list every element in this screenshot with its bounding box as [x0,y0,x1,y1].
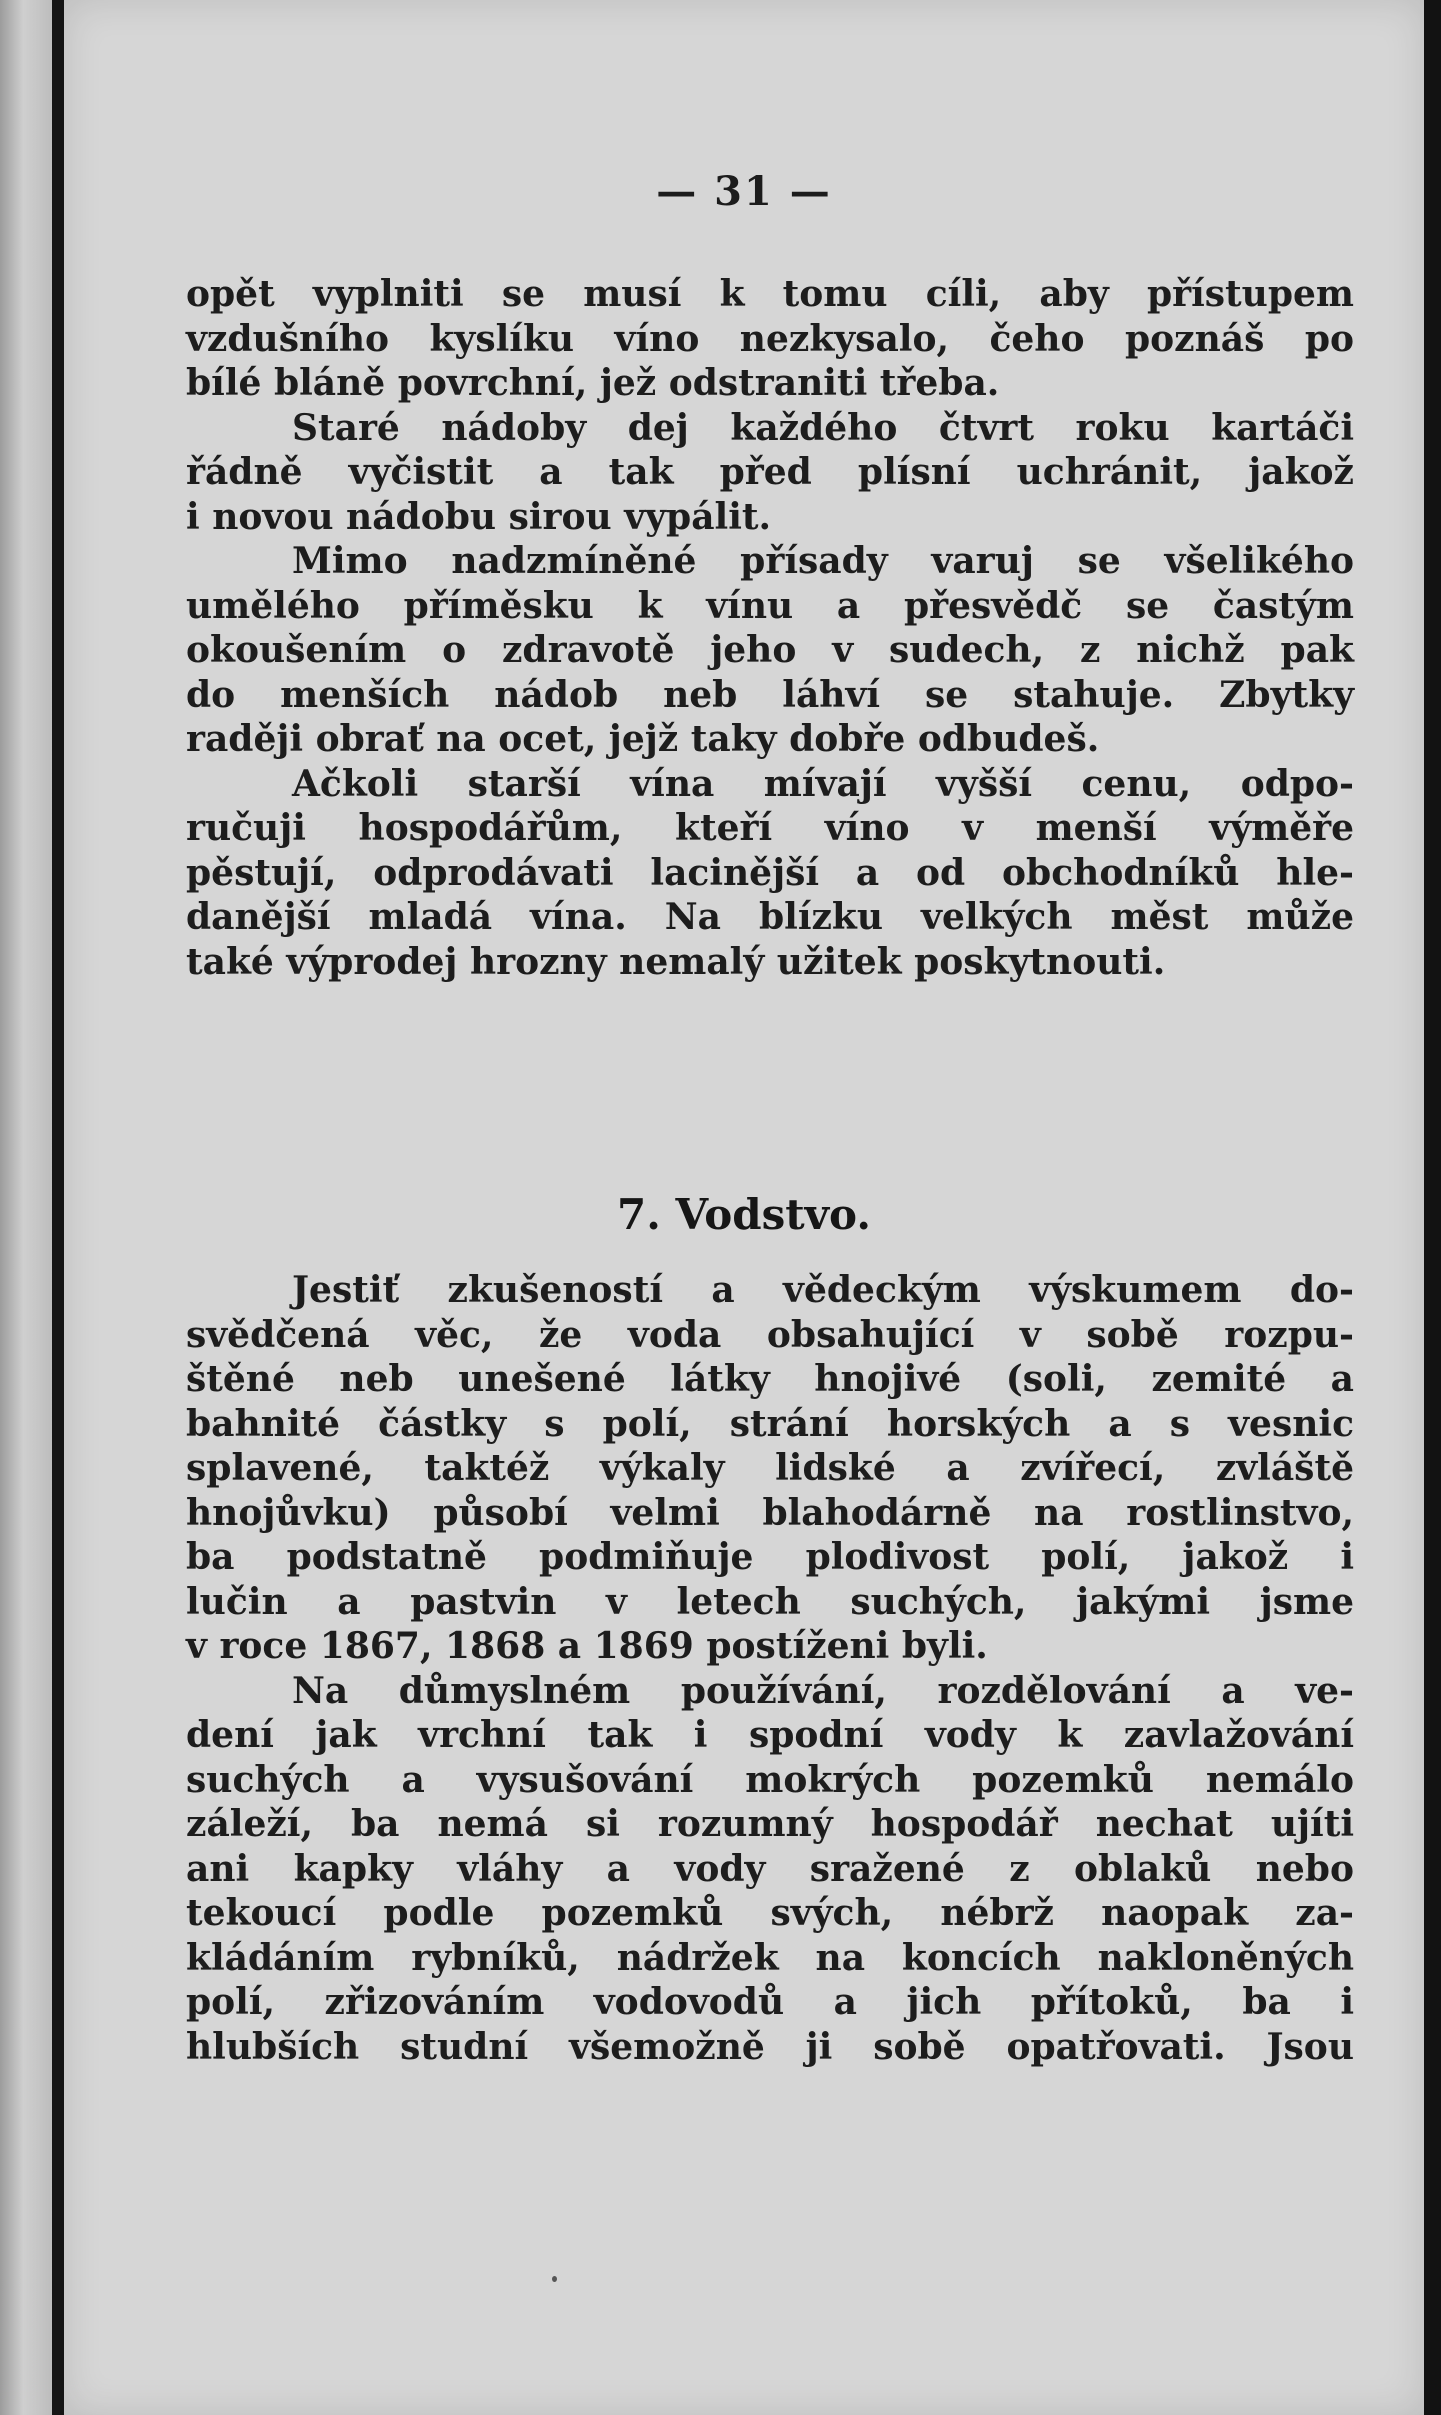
previous-page-edge [0,0,52,2415]
page-number: — 31 — [656,168,832,215]
text-line: kládáním rybníků, nádržek na koncích nakloněných [186,1936,1354,1979]
text-line: splavené, taktéž výkaly lidské a zvířecí, zvláště [186,1447,1354,1489]
text-line: záleží, ba nemá si rozumný hospodář nechat ujíti [186,1803,1354,1845]
text-line: řádně vyčistit a tak před plísní uchránit, jakož [186,451,1354,493]
text-line: vzdušního kyslíku víno nezkysalo, čeho poznáš po [186,317,1354,360]
text-line: opět vyplniti se musí k tomu cíli, aby přístupem [186,273,1354,315]
text-line: polí, zřizováním vodovodů a jich přítoků, ba i [186,1981,1354,2023]
text-line: Ačkoli starší vína mívají vyšší cenu, odpo- [292,762,1354,805]
paragraphs-section-2 [186,1268,1354,2069]
text-line: umělého příměsku k vínu a přesvědč se častým [186,584,1354,627]
text-line: hlubších studní všemožně ji sobě opatřovati. Jsou [186,2025,1354,2068]
text-line: lučin a pastvin v letech suchých, jakými jsme [186,1580,1354,1623]
text-line: Jestiť zkušeností a vědeckým výskumem do- [292,1269,1354,1311]
text-line: suchých a vysušování mokrých pozemků nemálo [186,1758,1354,1801]
text-line: štěné neb unešené látky hnojivé (soli, zemité a [186,1358,1354,1400]
text-line: Mimo nadzmíněné přísady varuj se všelikého [292,540,1354,582]
scan-border [1424,0,1441,2415]
text-line: hnojůvku) působí velmi blahodárně na rostlinstvo, [186,1491,1354,1534]
text-line: ba podstatně podmiňuje plodivost polí, jakož i [186,1536,1354,1578]
book-gutter [52,0,64,2415]
paper-speck [552,2276,557,2282]
text-line: ani kapky vláhy a vody sražené z oblaků nebo [186,1847,1354,1890]
text-line: bahnité částky s polí, strání horských a s vesnic [186,1402,1354,1445]
text-line: raději obrať na ocet, jejž taky dobře odbudeš. [186,718,1100,760]
section-heading: 7. Vodstvo. [617,1190,871,1239]
text-line: Staré nádoby dej každého čtvrt roku kartáči [292,406,1354,449]
text-line: tekoucí podle pozemků svých, nébrž naopak za- [186,1892,1354,1934]
paragraphs-section-1 [186,272,1354,984]
book-page [64,0,1424,2415]
text-line: Na důmyslném používání, rozdělování a ve- [292,1669,1354,1712]
text-line: bílé bláně povrchní, jež odstraniti třeba. [186,362,1000,404]
text-line: danější mladá vína. Na blízku velkých měst může [186,896,1354,938]
text-line: v roce 1867, 1868 a 1869 postíženi byli. [186,1625,988,1667]
text-line: do menších nádob neb láhví se stahuje. Zbytky [186,673,1354,716]
text-line: pěstují, odprodávati lacinější a od obchodníků hle- [186,851,1354,894]
text-line: také výprodej hrozny nemalý užitek poskytnouti. [186,940,1166,983]
text-line: i novou nádobu sirou vypálit. [186,495,772,538]
text-line: okoušením o zdravotě jeho v sudech, z nichž pak [186,629,1354,671]
text-line: ručuji hospodářům, kteří víno v menší výměře [186,807,1354,849]
text-line: svědčená věc, že voda obsahující v sobě rozpu- [186,1313,1354,1356]
text-line: dení jak vrchní tak i spodní vody k zavlažování [186,1714,1354,1756]
